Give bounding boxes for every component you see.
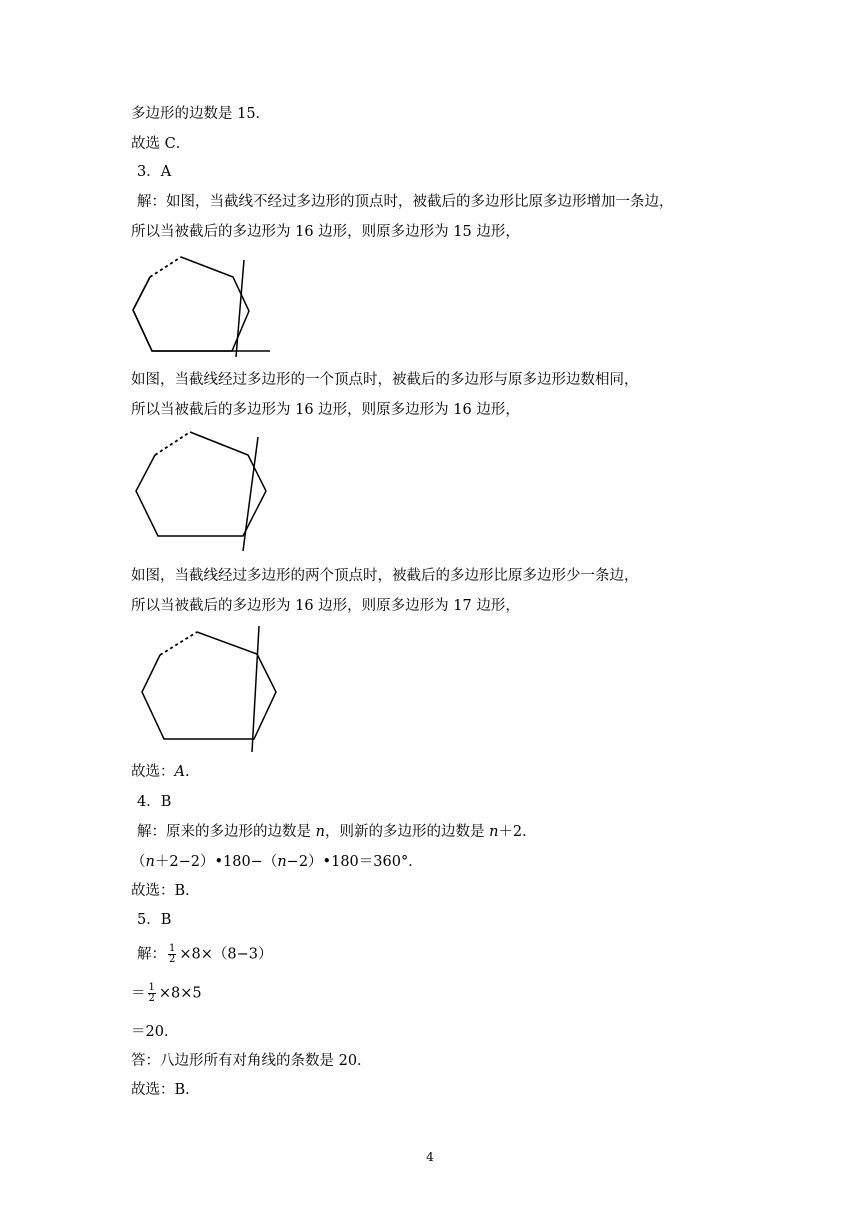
- text-line: 所以当被截后的多边形为 16 边形，则原多边形为 15 边形，: [131, 224, 520, 240]
- fraction-denominator: 2: [169, 954, 176, 965]
- fraction: [148, 983, 156, 1004]
- formula-line: [131, 983, 202, 1004]
- fraction: [168, 944, 176, 965]
- text-line: 故选：B．: [131, 1082, 200, 1098]
- text-segment: ＝: [131, 985, 146, 1002]
- text-segment: 解：原来的多边形的边数是: [137, 824, 316, 840]
- text-line: [137, 822, 537, 842]
- text-line: 解：如图，当截线不经过多边形的顶点时，被截后的多边形比原多边形增加一条边，: [137, 194, 674, 210]
- question-5-answer: 5．B: [137, 912, 172, 928]
- text-line: 所以当被截后的多边形为 16 边形，则原多边形为 17 边形，: [131, 598, 520, 614]
- text-segment: ×8×（8−3）: [179, 946, 273, 963]
- question-3-answer: 3．A: [137, 164, 172, 180]
- fraction-denominator: 2: [148, 993, 155, 1004]
- answer-prefix: 故选：: [131, 764, 175, 780]
- text-segment: ＋2．: [498, 824, 537, 840]
- text-line: 如图，当截线经过多边形的一个顶点时，被截后的多边形与原多边形边数相同，: [131, 372, 639, 388]
- polygon-figure-1: [120, 250, 270, 362]
- variable-n: n: [315, 824, 325, 840]
- text-line: [131, 762, 190, 782]
- text-line: 故选 C．: [131, 136, 191, 152]
- text-segment: 解：: [137, 946, 166, 963]
- variable-n: n: [489, 824, 499, 840]
- text-segment: （: [131, 854, 146, 870]
- variable-n: n: [145, 854, 155, 870]
- text-line: 答：八边形所有对角线的条数是 20．: [131, 1053, 372, 1069]
- fraction-numerator: 1: [169, 943, 176, 954]
- polygon-figure-2: [120, 427, 280, 552]
- text-line: ＝20．: [131, 1024, 179, 1040]
- polygon-figure-3: [120, 624, 290, 754]
- text-segment: ＋2−2）•180−（: [154, 854, 278, 870]
- text-segment: −2）•180＝360°．: [286, 854, 423, 870]
- text-line: 多边形的边数是 15．: [131, 106, 271, 122]
- text-line: 所以当被截后的多边形为 16 边形，则原多边形为 16 边形，: [131, 402, 520, 418]
- text-segment: ，则新的多边形的边数是: [324, 824, 490, 840]
- formula-line: [131, 852, 423, 872]
- text-line: 如图，当截线经过多边形的两个顶点时，被截后的多边形比原多边形少一条边，: [131, 568, 639, 584]
- text-line: 故选：B．: [131, 883, 200, 899]
- text-segment: ×8×5: [158, 985, 202, 1002]
- page-number: 4: [426, 1150, 434, 1164]
- fraction-numerator: 1: [148, 982, 155, 993]
- question-4-answer: 4．B: [137, 794, 172, 810]
- answer-letter: A.: [174, 764, 190, 780]
- formula-line: [137, 944, 273, 965]
- variable-n: n: [277, 854, 287, 870]
